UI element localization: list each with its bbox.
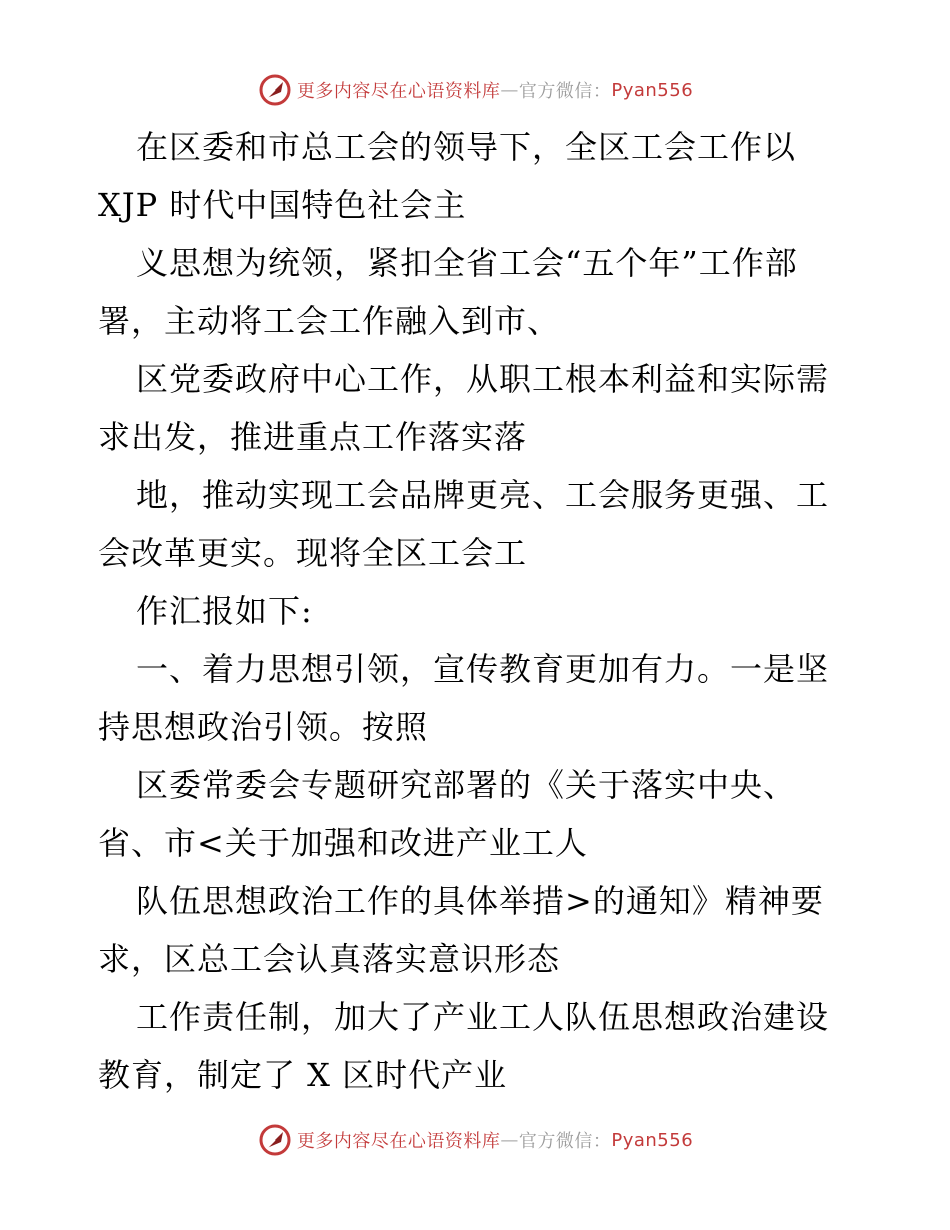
header-watermark — [0, 72, 950, 108]
text-line: 一、着力思想引领，宣传教育更加有力。一是坚 — [136, 650, 830, 688]
text-line: 教育，制定了 X 区时代产业 — [98, 1056, 508, 1094]
text-line: 持思想政治引领。按照 — [98, 708, 429, 746]
text-line: 区党委政府中心工作，从职工根本利益和实际需 — [136, 360, 830, 398]
text-line: 省、市<关于加强和改进产业工人 — [98, 824, 588, 862]
text-line: XJP 时代中国特色社会主 — [98, 186, 467, 224]
text-line: 会改革更实。现将全区工会工 — [98, 534, 528, 572]
text-line: 求出发，推进重点工作落实落 — [98, 418, 528, 456]
document-body — [98, 118, 858, 1104]
watermark-wechat-id: Pyan556 — [611, 1129, 694, 1151]
watermark-text: 更多内容尽在心语资料库 — [296, 81, 501, 102]
watermark-official-label: 官方微信： — [518, 81, 612, 102]
footer-watermark — [0, 1122, 950, 1158]
text-line: 求，区总工会认真落实意识形态 — [98, 940, 561, 978]
text-line: 在区委和市总工会的领导下，全区工会工作以 — [136, 128, 797, 166]
watermark-dash: — — [500, 79, 519, 101]
text-line: 区委常委会专题研究部署的《关于落实中央、 — [136, 766, 797, 804]
text-line: 署，主动将工会工作融入到市、 — [98, 302, 561, 340]
quill-logo-icon — [257, 72, 293, 108]
text-line: 工作责任制，加大了产业工人队伍思想政治建设 — [136, 998, 830, 1036]
watermark-dash: — — [500, 1129, 519, 1151]
watermark-text: 更多内容尽在心语资料库 — [296, 1131, 501, 1152]
text-line: 义思想为统领，紧扣全省工会“五个年”工作部 — [136, 244, 798, 282]
watermark-official-label: 官方微信： — [518, 1131, 612, 1152]
text-line: 作汇报如下: — [136, 592, 313, 630]
quill-logo-icon — [257, 1122, 293, 1158]
text-line: 地，推动实现工会品牌更亮、工会服务更强、工 — [136, 476, 830, 514]
watermark-wechat-id: Pyan556 — [611, 79, 694, 101]
text-line: 队伍思想政治工作的具体举措>的通知》精神要 — [136, 882, 824, 920]
